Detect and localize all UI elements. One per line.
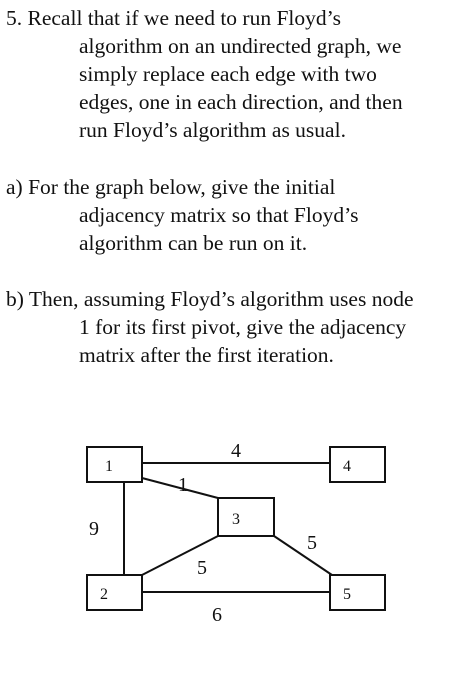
part-a-line: algorithm can be run on it. bbox=[79, 231, 308, 255]
question-line: simply replace each edge with two bbox=[79, 62, 377, 86]
node-3 bbox=[218, 498, 274, 536]
node-1 bbox=[87, 447, 142, 482]
question-line: 5. Recall that if we need to run Floyd’s bbox=[6, 6, 341, 30]
question-line: run Floyd’s algorithm as usual. bbox=[79, 118, 346, 142]
edge-3-5 bbox=[274, 536, 332, 575]
edge-2-3-weight: 5 bbox=[197, 557, 207, 579]
edge-1-4-weight: 4 bbox=[231, 440, 241, 462]
question-line: algorithm on an undirected graph, we bbox=[79, 34, 402, 58]
node-3-label: 3 bbox=[232, 511, 240, 528]
part-b-line: matrix after the first iteration. bbox=[79, 343, 334, 367]
node-1-label: 1 bbox=[105, 458, 113, 475]
edge-2-5-weight: 6 bbox=[212, 604, 222, 626]
node-2 bbox=[87, 575, 142, 610]
question-line: edges, one in each direction, and then bbox=[79, 90, 403, 114]
edge-3-5-weight: 5 bbox=[307, 532, 317, 554]
node-5 bbox=[330, 575, 385, 610]
part-a-line: a) For the graph below, give the initial bbox=[6, 175, 336, 199]
node-2-label: 2 bbox=[100, 586, 108, 603]
edge-1-2-weight: 9 bbox=[89, 518, 99, 540]
node-4 bbox=[330, 447, 385, 482]
part-b-line: b) Then, assuming Floyd’s algorithm uses node bbox=[6, 287, 414, 311]
node-5-label: 5 bbox=[343, 586, 351, 603]
part-b-line: 1 for its first pivot, give the adjacency bbox=[79, 315, 407, 339]
edge-1-3-weight: 1 bbox=[178, 474, 188, 496]
part-a-line: adjacency matrix so that Floyd’s bbox=[79, 203, 359, 227]
node-4-label: 4 bbox=[343, 458, 351, 475]
